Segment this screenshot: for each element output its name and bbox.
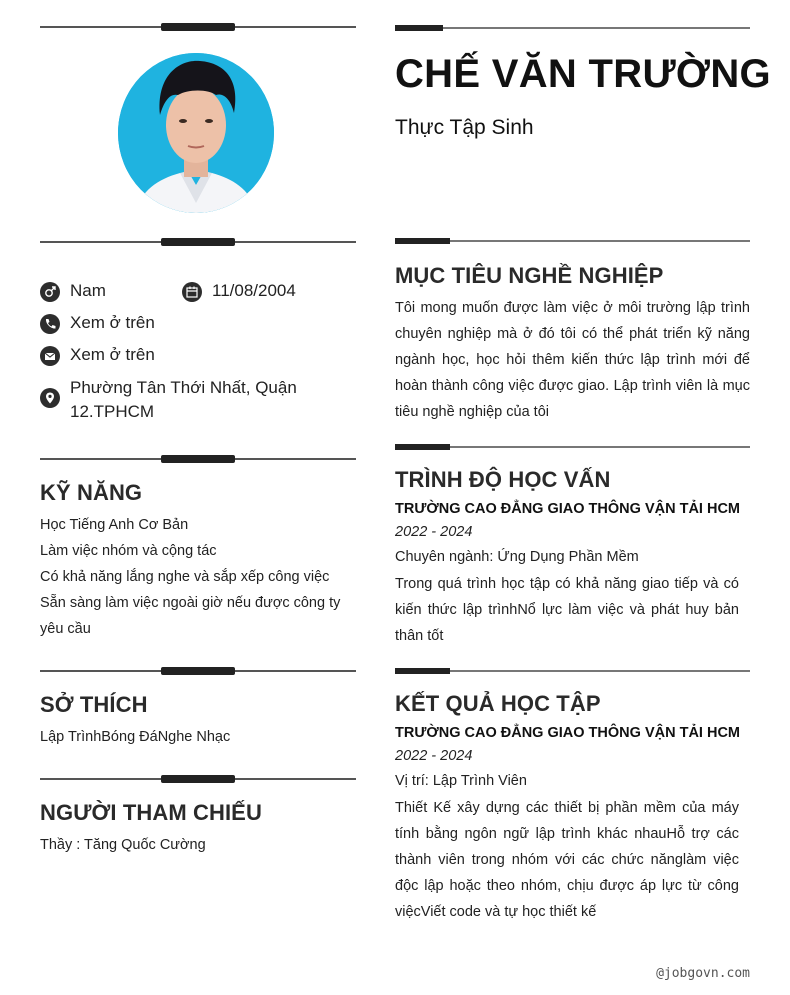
education-period: 2022 - 2024 [395, 524, 473, 540]
gender-value: Nam [70, 281, 106, 300]
mail-icon [40, 346, 60, 366]
hobbies-text: Lập TrìnhBóng ĐáNghe Nhạc [40, 729, 231, 745]
left-divider-4 [40, 667, 356, 675]
objective-title: MỤC TIÊU NGHỀ NGHIỆP [395, 263, 664, 288]
education-title: TRÌNH ĐỘ HỌC VẤN [395, 467, 611, 492]
candidate-name: CHẾ VĂN TRƯỜNG [395, 52, 771, 96]
address-line-2: 12.TPHCM [70, 402, 155, 421]
phone-icon [40, 314, 60, 334]
skill-item: Có khả năng lắng nghe và sắp xếp công việc [40, 569, 330, 585]
education-major: Chuyên ngành: Ứng Dụng Phần Mềm [395, 549, 639, 565]
phone-value: Xem ở trên [70, 313, 155, 332]
references-title: NGƯỜI THAM CHIẾU [40, 800, 262, 825]
skill-item: Làm việc nhóm và cộng tác [40, 543, 217, 559]
skills-list [40, 512, 340, 642]
skill-item: yêu cầu [40, 621, 91, 637]
right-divider-education [395, 444, 750, 450]
left-divider-top [40, 23, 356, 31]
skills-title: KỸ NĂNG [40, 480, 143, 505]
calendar-icon [182, 282, 202, 302]
address-line-1: Phường Tân Thới Nhất, Quận [70, 378, 297, 397]
watermark-text: @jobgovn.com [656, 966, 750, 981]
objective-text: Tôi mong muốn được làm việc ở môi trường lập trình chuyên nghiệp mà ở đó tôi có thể phát triển kỹ năng ngành học, học hỏi thêm kiến thức lập trình mới để hoàn thành công việc được giao. Lập trình viên là mục tiêu nghề nghiệp của tôi [395, 300, 750, 420]
results-period: 2022 - 2024 [395, 748, 473, 764]
birthdate-row [182, 281, 296, 303]
skill-item: Sẵn sàng làm việc ngoài giờ nếu được công ty [40, 595, 341, 611]
right-divider-top [395, 25, 750, 31]
references-text: Thầy : Tăng Quốc Cường [40, 837, 206, 853]
left-divider-5 [40, 775, 356, 783]
gender-row [40, 281, 106, 303]
right-divider-objective [395, 238, 750, 244]
results-title: KẾT QUẢ HỌC TẬP [395, 691, 601, 716]
birthdate-value: 11/08/2004 [212, 281, 296, 300]
skill-item: Học Tiếng Anh Cơ Bản [40, 517, 189, 533]
location-pin-icon [40, 388, 60, 408]
candidate-role: Thực Tập Sinh [395, 116, 534, 139]
results-school: TRƯỜNG CAO ĐẲNG GIAO THÔNG VẬN TẢI HCM [395, 725, 740, 741]
address-row [40, 378, 297, 424]
phone-row [40, 313, 155, 335]
education-school: TRƯỜNG CAO ĐẲNG GIAO THÔNG VẬN TẢI HCM [395, 501, 740, 517]
results-description: Thiết Kế xây dựng các thiết bị phần mềm của máy tính bằng ngôn ngữ lập trình khác nhauHỗ trợ các thành viên trong nhóm với các chức nănglàm việc độc lập hoặc theo nhóm, chịu được áp lực từ công việcViết code và tự học thiết kế [395, 800, 739, 920]
profile-photo [118, 53, 274, 213]
left-divider-2 [40, 238, 356, 246]
email-row [40, 345, 155, 367]
address-value [70, 376, 297, 424]
email-value: Xem ở trên [70, 345, 155, 364]
hobbies-title: SỞ THÍCH [40, 692, 148, 717]
gender-icon [40, 282, 60, 302]
left-divider-3 [40, 455, 356, 463]
education-description: Trong quá trình học tập có khả năng giao tiếp và có kiến thức lập trìnhNổ lực làm việc và phát huy bản thân tốt [395, 576, 739, 644]
right-divider-results [395, 668, 750, 674]
results-position: Vị trí: Lập Trình Viên [395, 773, 527, 789]
